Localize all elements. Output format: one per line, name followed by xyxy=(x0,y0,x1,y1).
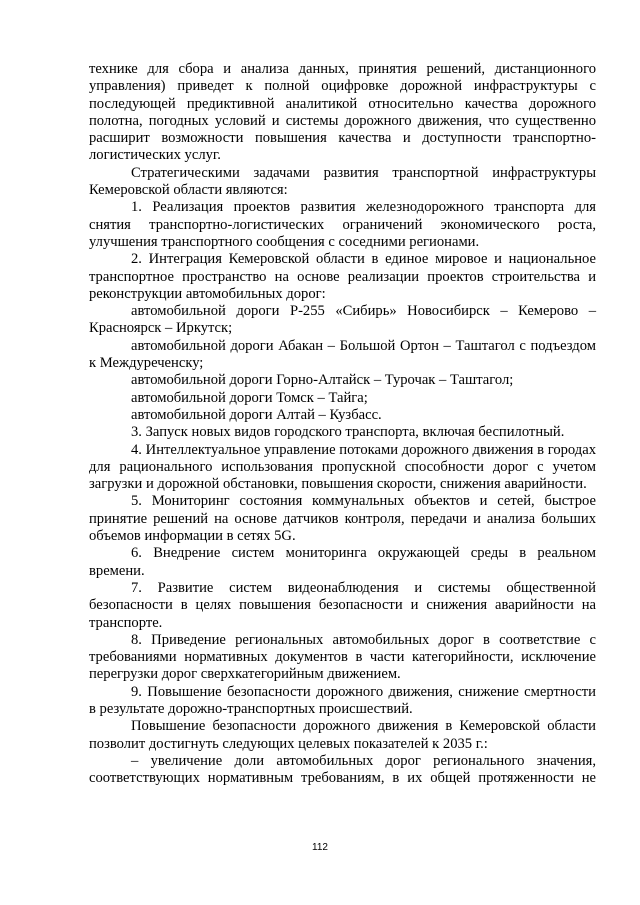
list-item-7: 7. Развитие систем видеонаблюдения и системы общественной безопасности в целях повышения безопасности и снижения аварийности на транспорте. xyxy=(89,579,596,631)
list-item-1: 1. Реализация проектов развития железнодорожного транспорта для снятия транспортно-логистических ограничений экономического роста, улучшения транспортного сообщения с соседними регионами. xyxy=(89,199,596,250)
list-item-4: 4. Интеллектуальное управление потоками дорожного движения в городах для рационального использования пропускной способности дорог с учетом загрузки и дорожной обстановки, повышения скорости, снижения аварийности. xyxy=(89,441,596,493)
road-item-altai: автомобильной дороги Алтай – Кузбасс. xyxy=(131,406,382,423)
list-item-8: 8. Приведение региональных автомобильных дорог в соответствие с требованиями нормативных документов в части категорийности, исключение перегрузки дорог сверхкатегорийным движением. xyxy=(89,631,596,683)
list-item-9: 9. Повышение безопасности дорожного движения, снижение смертности в результате дорожно-транспортных происшествий. xyxy=(89,683,596,717)
road-item-tomsk: автомобильной дороги Томск – Тайга; xyxy=(131,389,368,406)
list-item-2: 2. Интеграция Кемеровской области в единое мировое и национальное транспортное пространство на основе реализации проектов строительства и реконструкции автомобильных дорог: xyxy=(89,251,596,302)
document-body xyxy=(89,61,596,787)
road-item-abakan: автомобильной дороги Абакан – Большой Ортон – Таштагол с подъездом к Междуреченску; xyxy=(89,337,596,372)
page-number: 112 xyxy=(312,842,328,853)
paragraph-tasks-heading: Стратегическими задачами развития транспортной инфраструктуры Кемеровской области являются: xyxy=(89,164,596,199)
list-item-5: 5. Мониторинг состояния коммунальных объектов и сетей, быстрое принятие решений на основе датчиков контроля, передачи и анализа больших объемов информации в сетях 5G. xyxy=(89,493,596,545)
list-item-6: 6. Внедрение систем мониторинга окружающей среды в реальном времени. xyxy=(89,545,596,579)
paragraph-targets: Повышение безопасности дорожного движения в Кемеровской области позволит достигнуть следующих целевых показателей к 2035 г.: xyxy=(89,718,596,752)
list-item-3: 3. Запуск новых видов городского транспорта, включая беспилотный. xyxy=(131,424,565,441)
road-item-gorno-altaysk: автомобильной дороги Горно-Алтайск – Турочак – Таштагол; xyxy=(131,372,514,389)
road-item-r255: автомобильной дороги Р-255 «Сибирь» Новосибирск – Кемерово – Красноярск – Иркутск; xyxy=(89,303,596,337)
paragraph-intro: технике для сбора и анализа данных, принятия решений, дистанционного управления) приведет к полной оцифровке дорожной инфраструктуры с последующей предиктивной аналитикой относительно качества дорожного полотна, погодных условий и системы дорожного движения, что существенно расширит возможности повышения качества и доступности транспортно-логистических услуг. xyxy=(89,61,596,164)
paragraph-target-item: – увеличение доли автомобильных дорог регионального значения, соответствующих нормативным требованиям, в их общей протяженности не xyxy=(89,752,596,787)
